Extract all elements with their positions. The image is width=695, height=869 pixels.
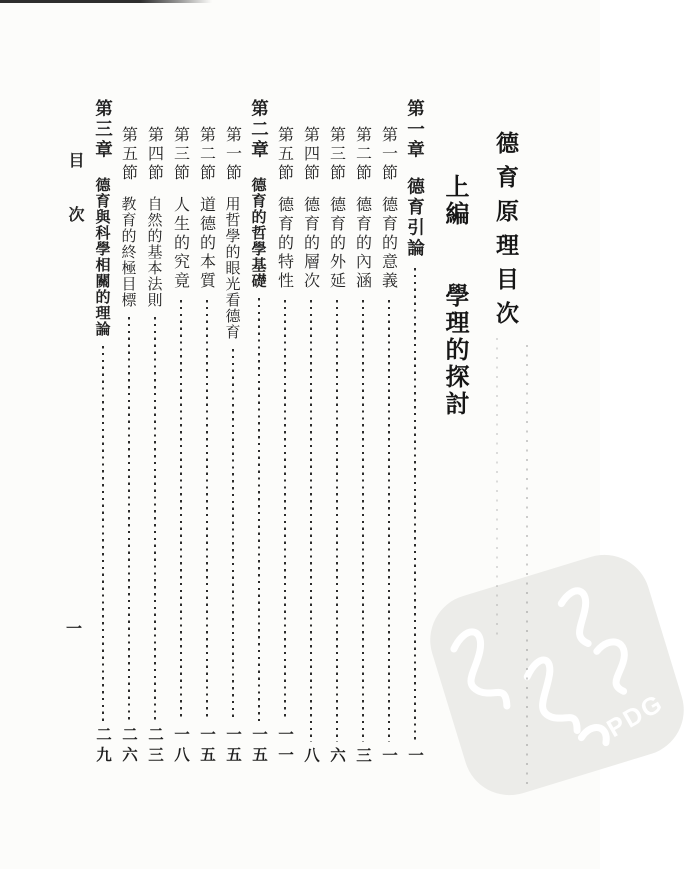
dotted-leader	[154, 317, 157, 721]
entry-label: 第一節	[379, 126, 399, 183]
entry-label: 第三節	[171, 126, 191, 183]
toc-entry-section	[220, 99, 246, 769]
margin-label: 目次	[66, 152, 85, 260]
table-of-contents	[90, 99, 428, 769]
entry-page-number: 二九	[94, 726, 113, 767]
toc-entry-section	[168, 99, 194, 769]
dotted-bleedthrough-artifact	[496, 338, 498, 638]
entry-page-number: 一一	[276, 726, 295, 767]
toc-entry-chapter-3	[90, 99, 116, 769]
entry-page-number: 一五	[250, 726, 269, 767]
toc-entry-section	[272, 99, 298, 769]
part-title: 學理的探討	[441, 283, 470, 418]
entry-page-number: 一五	[198, 726, 217, 767]
dotted-leader	[232, 349, 235, 721]
book-title: 德育原理目次	[492, 131, 519, 335]
entry-page-number: 一八	[172, 726, 191, 767]
toc-entry-section	[142, 99, 168, 769]
entry-label: 第四節	[145, 126, 165, 183]
toc-entry-section	[324, 99, 350, 769]
dotted-leader	[414, 268, 417, 742]
entry-title: 德育的哲學基礎	[249, 176, 268, 289]
entry-title: 自然的基本法則	[145, 196, 164, 308]
entry-title: 用哲學的眼光看德育	[223, 196, 242, 340]
toc-entry-section	[298, 99, 324, 769]
folio-number: 一	[66, 619, 83, 638]
entry-label: 第三章	[92, 99, 113, 161]
entry-label: 第二節	[353, 126, 373, 183]
scan-edge-artifact	[0, 0, 212, 3]
entry-title: 德育的特性	[275, 196, 295, 291]
entry-title: 德育的外延	[327, 196, 347, 291]
entry-title: 德育的層次	[301, 196, 321, 291]
entry-label: 第三節	[327, 126, 347, 183]
watermark-seal	[419, 543, 695, 806]
toc-entry-section	[376, 99, 402, 769]
dotted-leader	[284, 300, 287, 721]
dotted-leader	[128, 317, 131, 721]
entry-page-number: 三	[354, 746, 373, 767]
entry-label: 第一節	[223, 126, 243, 183]
entry-label: 第一章	[404, 99, 425, 161]
entry-page-number: 六	[328, 746, 347, 767]
entry-title: 德育與科學相關的理論	[93, 176, 112, 337]
part-heading	[438, 174, 473, 418]
dotted-leader	[258, 298, 261, 722]
entry-page-number: 二六	[120, 726, 139, 767]
entry-page-number: 八	[302, 746, 321, 767]
dotted-bleedthrough-artifact	[526, 345, 528, 790]
toc-entry-chapter-2	[246, 99, 272, 769]
entry-page-number: 一	[406, 746, 425, 767]
entry-label: 第五節	[275, 126, 295, 183]
dotted-leader	[310, 300, 313, 742]
entry-title: 人生的究竟	[171, 196, 191, 291]
dotted-leader	[102, 346, 105, 722]
dotted-leader	[336, 300, 339, 742]
entry-title: 道德的本質	[197, 196, 217, 291]
toc-entry-section	[194, 99, 220, 769]
dotted-leader	[388, 300, 391, 742]
entry-label: 第二節	[197, 126, 217, 183]
part-label: 上編	[441, 174, 470, 228]
dotted-leader	[180, 300, 183, 721]
toc-entry-chapter-1	[402, 99, 428, 769]
entry-page-number: 一五	[224, 726, 243, 767]
entry-label: 第四節	[301, 126, 321, 183]
watermark-calligraphy	[419, 543, 695, 806]
entry-title: 教育的終極目標	[119, 196, 138, 308]
watermark-pdg-label: PDG	[602, 688, 669, 744]
entry-label: 第二章	[248, 99, 269, 161]
toc-entry-section	[116, 99, 142, 769]
entry-page-number: 一	[380, 746, 399, 767]
dotted-leader	[362, 300, 365, 742]
entry-title: 德育的內涵	[353, 196, 373, 291]
entry-label: 第五節	[119, 126, 139, 183]
entry-title: 德育的意義	[379, 196, 399, 291]
toc-entry-section	[350, 99, 376, 769]
dotted-leader	[206, 300, 209, 721]
entry-page-number: 二三	[146, 726, 165, 767]
entry-title: 德育引論	[404, 176, 425, 259]
